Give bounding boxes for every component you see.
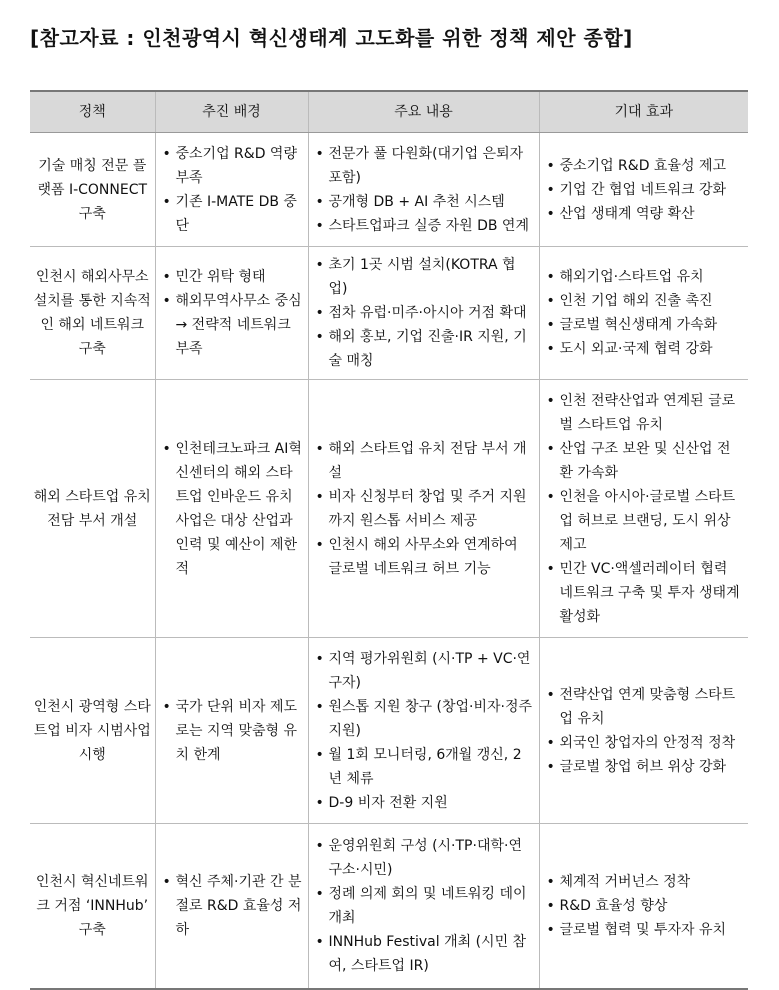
table-row	[30, 247, 748, 380]
table-header-row	[30, 91, 748, 133]
list-item: • 지역 평가위원회 (시·TP + VC·연구자)	[313, 647, 535, 695]
list-item: • 산업 구조 보완 및 신산업 전환 가속화	[544, 437, 745, 485]
list-item: • 해외기업·스타트업 유치	[544, 265, 745, 289]
content-cell	[308, 133, 539, 247]
policy-cell: 인천시 혁신네트워크 거점 ‘INNHub’ 구축	[30, 824, 155, 989]
list-item: • 중소기업 R&D 역량 부족	[160, 142, 304, 190]
table-row	[30, 133, 748, 247]
background-cell	[155, 638, 308, 824]
list-item: • 인천을 아시아·글로벌 스타트업 허브로 브랜딩, 도시 위상 제고	[544, 485, 745, 557]
list-item: • 전문가 풀 다원화(대기업 은퇴자 포함)	[313, 142, 535, 190]
list-item: • 체계적 거버넌스 정착	[544, 870, 745, 894]
header-policy: 정책	[30, 91, 155, 133]
policy-cell: 기술 매칭 전문 플랫폼 I-CONNECT 구축	[30, 133, 155, 247]
policy-cell: 인천시 해외사무소 설치를 통한 지속적인 해외 네트워크 구축	[30, 247, 155, 380]
list-item: • 외국인 창업자의 안정적 정착	[544, 731, 745, 755]
header-background: 추진 배경	[155, 91, 308, 133]
background-cell	[155, 247, 308, 380]
background-cell	[155, 824, 308, 989]
list-item: • 기업 간 협업 네트워크 강화	[544, 178, 745, 202]
list-item: • 원스톱 지원 창구 (창업·비자·정주 지원)	[313, 695, 535, 743]
list-item: • 중소기업 R&D 효율성 제고	[544, 154, 745, 178]
list-item: • 인천 전략산업과 연계된 글로벌 스타트업 유치	[544, 389, 745, 437]
effect-cell	[539, 133, 748, 247]
content-cell	[308, 247, 539, 380]
table-row	[30, 824, 748, 989]
list-item: • R&D 효율성 향상	[544, 894, 745, 918]
list-item: • 글로벌 협력 및 투자자 유치	[544, 918, 745, 942]
list-item: • 스타트업파크 실증 자원 DB 연계	[313, 214, 535, 238]
content-cell	[308, 638, 539, 824]
effect-cell	[539, 380, 748, 638]
list-item: • 민간 VC·액셀러레이터 협력 네트워크 구축 및 투자 생태계 활성화	[544, 557, 745, 629]
list-item: • 도시 외교·국제 협력 강화	[544, 337, 745, 361]
list-item: • 점차 유럽·미주·아시아 거점 확대	[313, 301, 535, 325]
content-cell	[308, 380, 539, 638]
list-item: • 기존 I-MATE DB 중단	[160, 190, 304, 238]
list-item: • 인천테크노파크 AI혁신센터의 해외 스타트업 인바운드 유치 사업은 대상 산업과 인력 및 예산이 제한적	[160, 437, 304, 581]
list-item: • 정례 의제 회의 및 네트워킹 데이 개최	[313, 882, 535, 930]
table-row	[30, 380, 748, 638]
effect-cell	[539, 247, 748, 380]
page-title: [참고자료 : 인천광역시 혁신생태계 고도화를 위한 정책 제안 종합]	[30, 26, 633, 50]
effect-cell	[539, 638, 748, 824]
list-item: • 글로벌 혁신생태계 가속화	[544, 313, 745, 337]
list-item: • 월 1회 모니터링, 6개월 갱신, 2년 체류	[313, 743, 535, 791]
list-item: • D-9 비자 전환 지원	[313, 791, 535, 815]
list-item: • 초기 1곳 시범 설치(KOTRA 협업)	[313, 253, 535, 301]
list-item: • 산업 생태계 역량 확산	[544, 202, 745, 226]
list-item: • 민간 위탁 형태	[160, 265, 304, 289]
background-cell	[155, 133, 308, 247]
header-content: 주요 내용	[308, 91, 539, 133]
list-item: • 국가 단위 비자 제도로는 지역 맞춤형 유치 한계	[160, 695, 304, 767]
list-item: • 해외 스타트업 유치 전담 부서 개설	[313, 437, 535, 485]
list-item: • INNHub Festival 개최 (시민 참여, 스타트업 IR)	[313, 930, 535, 978]
list-item: • 비자 신청부터 창업 및 주거 지원까지 원스톱 서비스 제공	[313, 485, 535, 533]
policy-cell: 인천시 광역형 스타트업 비자 시범사업 시행	[30, 638, 155, 824]
header-effect: 기대 효과	[539, 91, 748, 133]
list-item: • 인천시 해외 사무소와 연계하여 글로벌 네트워크 허브 기능	[313, 533, 535, 581]
background-cell	[155, 380, 308, 638]
list-item: • 해외 홍보, 기업 진출·IR 지원, 기술 매칭	[313, 325, 535, 373]
list-item: • 해외무역사무소 중심 → 전략적 네트워크 부족	[160, 289, 304, 361]
table-row	[30, 638, 748, 824]
list-item: • 인천 기업 해외 진출 촉진	[544, 289, 745, 313]
list-item: • 혁신 주체·기관 간 분절로 R&D 효율성 저하	[160, 870, 304, 942]
policy-table	[30, 90, 748, 990]
list-item: • 운영위원회 구성 (시·TP·대학·연구소·시민)	[313, 834, 535, 882]
content-cell	[308, 824, 539, 989]
effect-cell	[539, 824, 748, 989]
list-item: • 글로벌 창업 허브 위상 강화	[544, 755, 745, 779]
list-item: • 전략산업 연계 맞춤형 스타트업 유치	[544, 683, 745, 731]
list-item: • 공개형 DB + AI 추천 시스템	[313, 190, 535, 214]
policy-cell: 해외 스타트업 유치 전담 부서 개설	[30, 380, 155, 638]
